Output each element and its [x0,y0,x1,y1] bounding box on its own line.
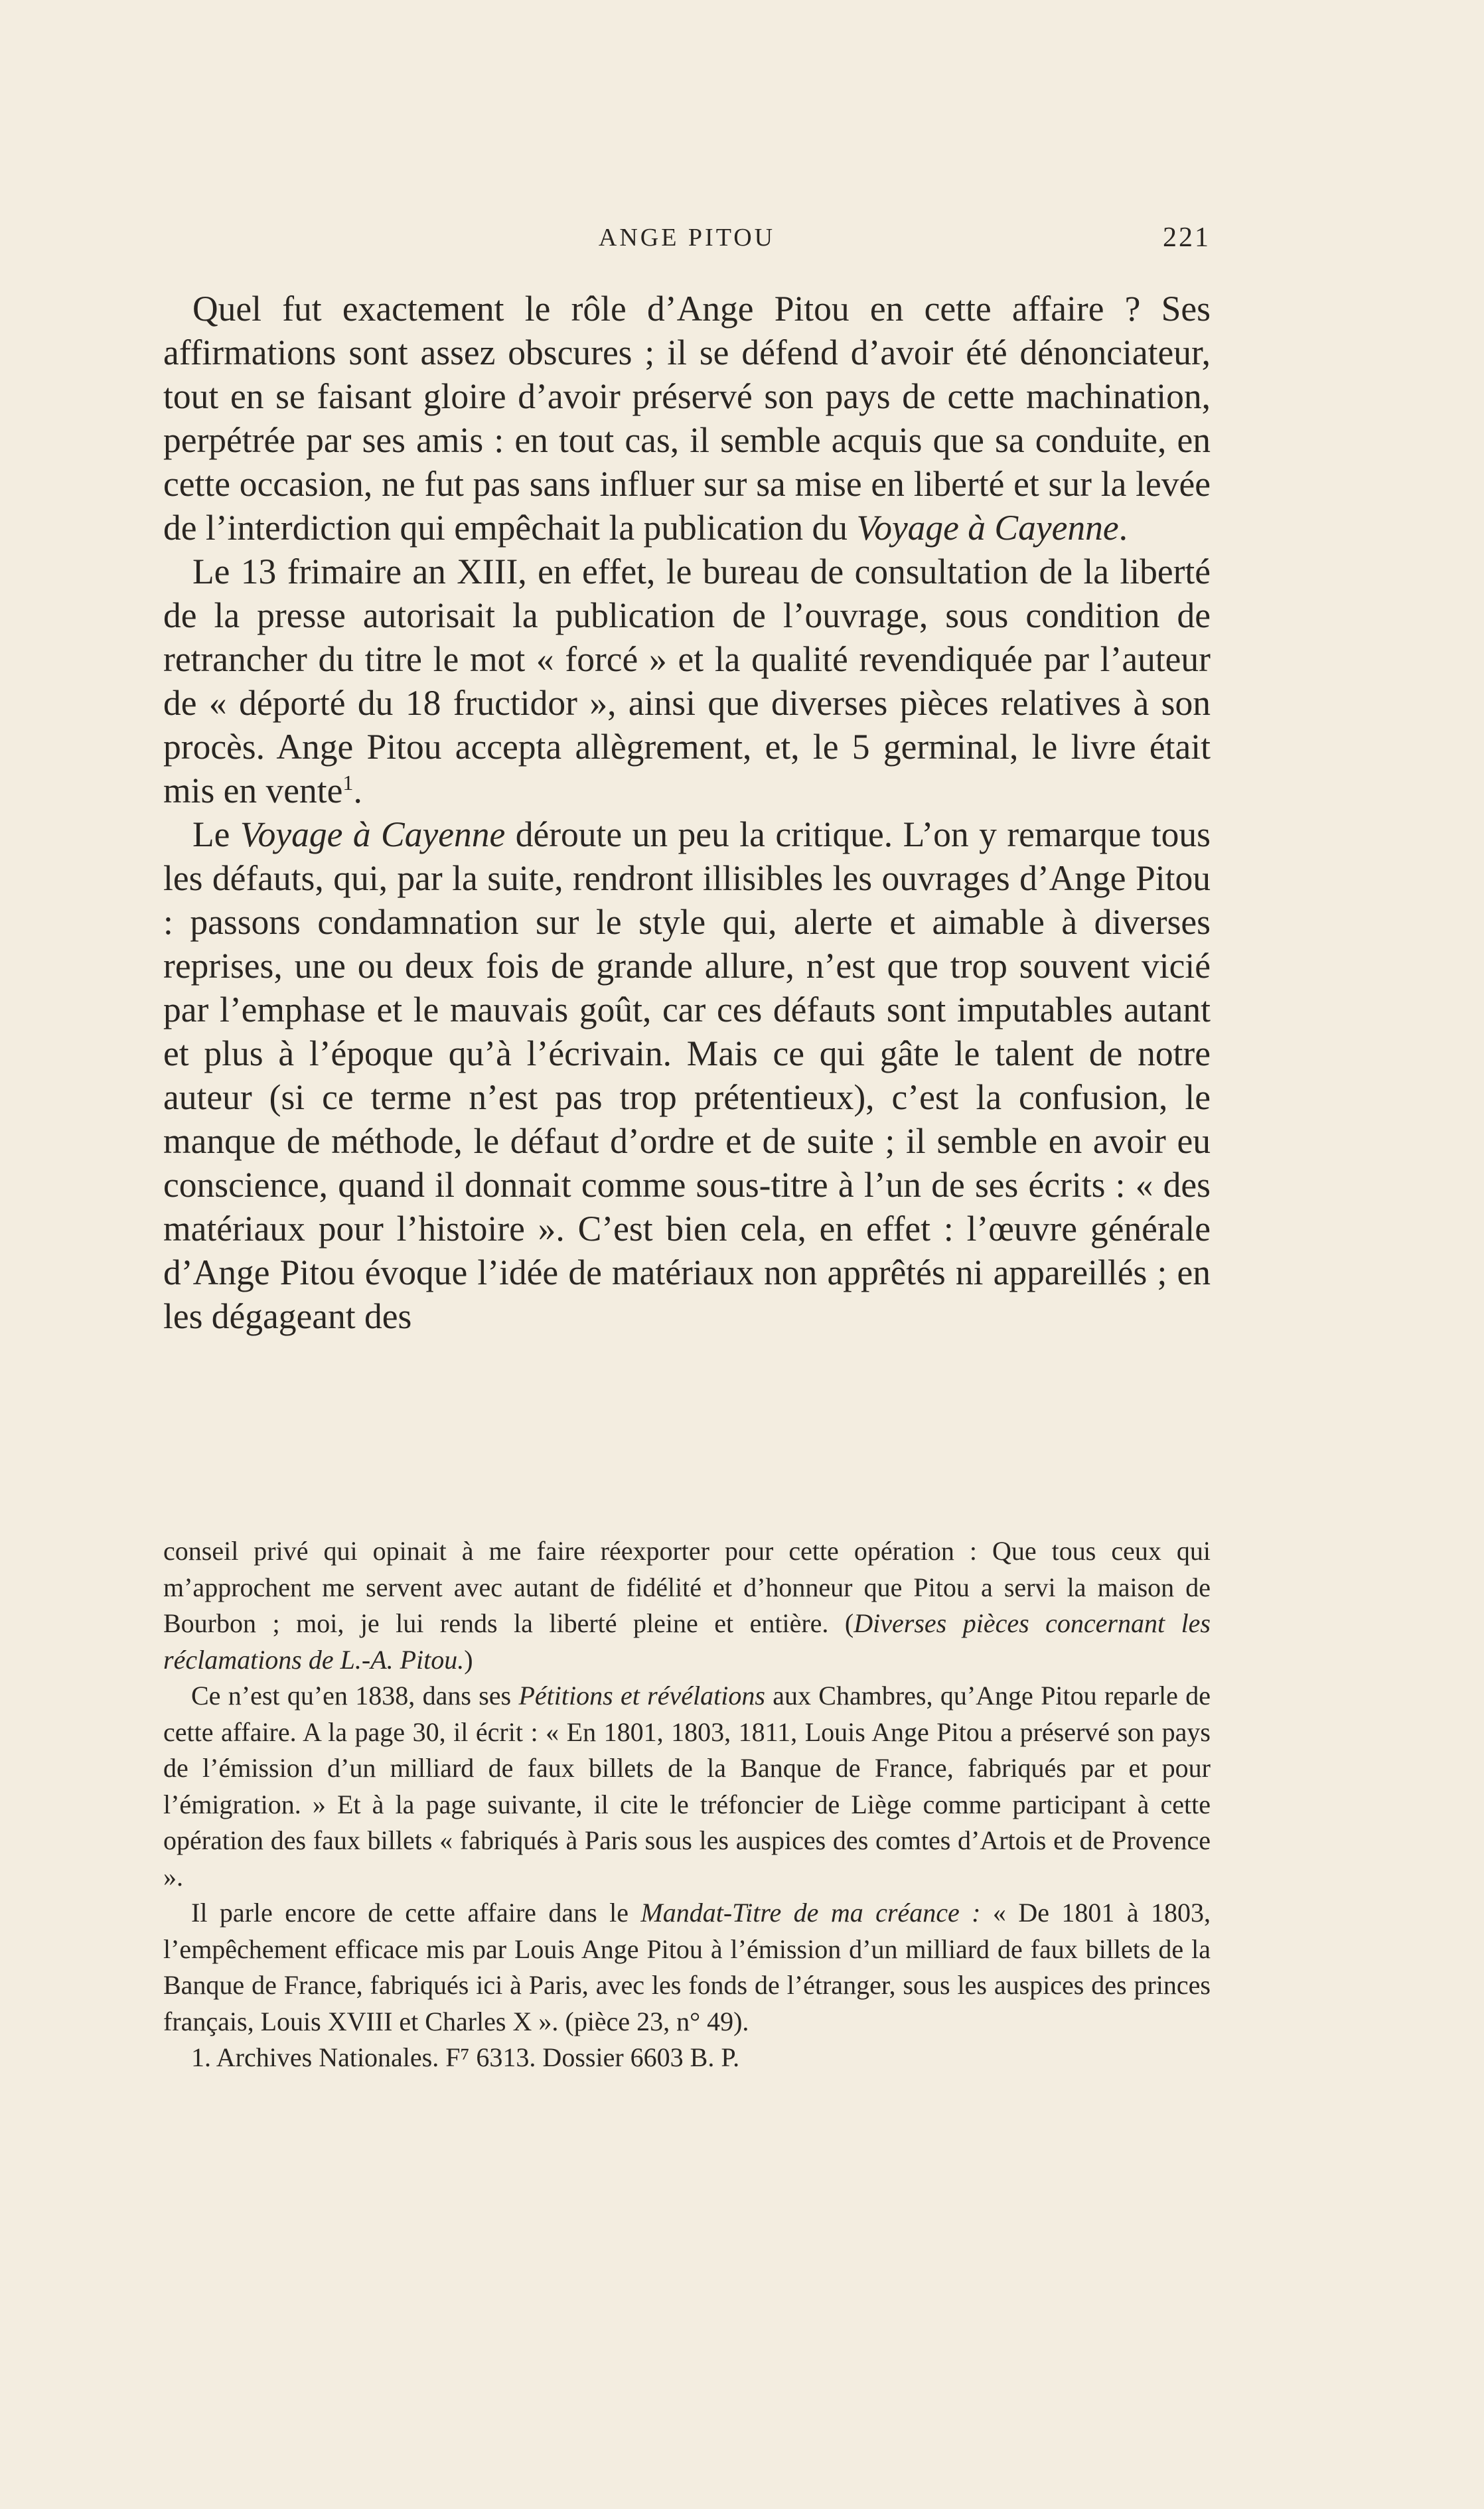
italic-title: Diverses pièces concernant les réclamations de L.-A. Pitou. [163,1608,1211,1675]
page-number: 221 [1163,222,1211,253]
paragraph: Le Voyage à Cayenne déroute un peu la critique. L’on y remarque tous les défauts, qui, par la suite, rendront illisibles les ouvrages d’Ange Pitou : passons condamnation sur le style qui, alerte et aimable à diverses reprises, une ou deux fois de grande allure, n’est que trop souvent vicié par l’emphase et le mauvais goût, car ces défauts sont imputables autant et plus à l’époque qu’à l’écrivain. Mais ce qui gâte le talent de notre auteur (si ce terme n’est pas trop prétentieux), c’est la confusion, le manque de méthode, le défaut d’ordre et de suite ; il semble en avoir eu conscience, quand il donnait comme sous-titre à l’un de ses écrits : « des matériaux pour l’histoire ». C’est bien cela, en effet : l’œuvre générale d’Ange Pitou évoque l’idée de matériaux non apprêtés ni appareillés ; en les dégageant des [163,814,1211,1336]
footnote: Il parle encore de cette affaire dans le Mandat-Titre de ma créance : « De 1801 à 1803, l’empêchement efficace mis par Louis Ange Pitou à l’émission d’un milliard de faux billets de la Banque de France, fabriqués ici à Paris, avec les fonds de l’étranger, sous les auspices des princes français, Louis XVIII et Charles X ». (pièce 23, n° 49). [163,1898,1211,2036]
paragraph: Le 13 frimaire an XIII, en effet, le bureau de consultation de la liberté de la presse autorisait la publication de l’ouvrage, sous condition de retrancher du titre le mot « forcé » et la qualité revendiquée par l’auteur de « déporté du 18 fructidor », ainsi que diverses pièces relatives à son procès. Ange Pitou accepta allègrement, et, le 5 germinal, le livre était mis en vente$^1$. [163,552,1211,810]
running-header [163,219,1211,259]
footnotes [163,1533,1211,2076]
main-text [163,287,1211,1338]
italic-title: Pétitions et révélations [518,1681,765,1711]
footnote: Ce n’est qu’en 1838, dans ses Pétitions et révélations aux Chambres, qu’Ange Pitou reparle de cette affaire. A la page 30, il écrit : « En 1801, 1803, 1811, Louis Ange Pitou a préservé son pays de l’émission d’un milliard de faux billets de la Banque de France, fabriqués par et pour l’émigration. » Et à la page suivante, il cite le tréfoncier de Liège comme participant à cette opération des faux billets « fabriqués à Paris sous les auspices des comtes d’Artois et de Provence ». [163,1681,1211,1892]
running-title: ANGE PITOU [598,224,776,252]
footnote-ref: 1 [342,771,354,795]
italic-title: Voyage à Cayenne [856,508,1119,548]
footnote: conseil privé qui opinait à me faire réexporter pour cette opération : Que tous ceux qui m’approchent me servent avec autant de fidélité et d’honneur que Pitou a servi la maison de Bourbon ; moi, je lui rends la liberté pleine et entière. (Diverses pièces concernant les réclamations de L.-A. Pitou.) [163,1536,1211,1675]
footnote: 1. Archives Nationales. F⁷ 6313. Dossier 6603 B. P. [191,2042,740,2072]
italic-title: Mandat-Titre de ma créance : [640,1898,981,1928]
paragraph: Quel fut exactement le rôle d’Ange Pitou en cette affaire ? Ses affirmations sont assez obscures ; il se défend d’avoir été dénonciateur, tout en se faisant gloire d’avoir préservé son pays de cette machination, perpétrée par ses amis : en tout cas, il semble acquis que sa conduite, en cette occasion, ne fut pas sans influer sur sa mise en liberté et sur la levée de l’interdiction qui empêchait la publication du Voyage à Cayenne. [163,289,1211,548]
italic-title: Voyage à Cayenne [240,814,506,854]
